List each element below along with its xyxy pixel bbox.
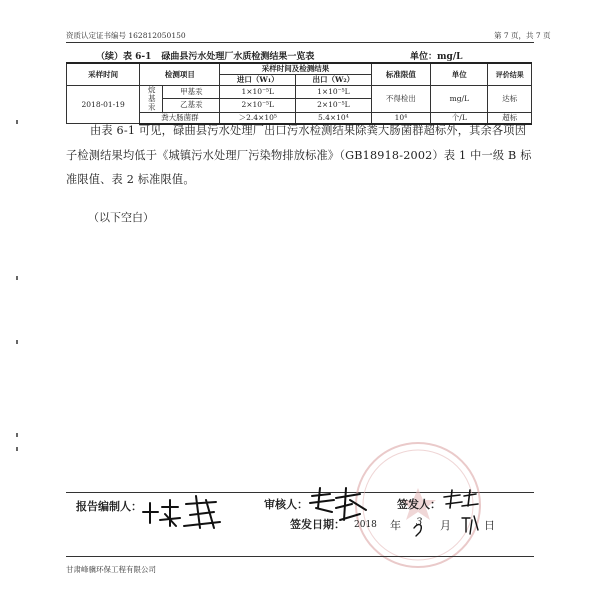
sample-date: 2018-01-19 — [67, 86, 140, 124]
footer-rule — [66, 556, 534, 557]
item-methylmercury: 甲基汞 — [163, 86, 220, 99]
r3-outlet: 5.4×10⁴ — [296, 112, 372, 124]
header-limit: 标准限值 — [371, 63, 431, 86]
r1-limit: 不得检出 — [371, 86, 431, 113]
reviewer-label: 审核人： — [264, 498, 308, 511]
r1-eval: 达标 — [488, 86, 532, 113]
header-eval: 评价结果 — [488, 63, 532, 86]
date-month: 3 — [416, 517, 423, 528]
r1-inlet: 1×10⁻⁵L — [220, 86, 296, 99]
date-year-char: 年 — [390, 519, 401, 532]
issue-date-label: 签发日期： — [290, 518, 345, 531]
r2-inlet: 2×10⁻⁵L — [220, 99, 296, 112]
caption-prefix: （续）表 6-1 — [96, 52, 152, 62]
r3-inlet: ＞2.4×10⁵ — [220, 112, 296, 124]
item-fecal-coliform: 粪大肠菌群 — [140, 112, 220, 124]
r1-unit: mg/L — [431, 86, 488, 113]
header-item: 检测项目 — [140, 63, 220, 86]
blank-below-note: （以下空白） — [88, 211, 154, 224]
header-inlet: 进口（W₁） — [220, 75, 296, 86]
header-sampling: 采样时间及检测结果 — [220, 63, 371, 75]
caption-title: 碌曲县污水处理厂水质检测结果一览表 — [161, 52, 315, 62]
r3-limit: 10⁴ — [371, 112, 431, 124]
date-day-char: 日 — [484, 519, 495, 532]
company-name: 甘肃峰骥环保工程有限公司 — [66, 565, 156, 574]
r1-outlet: 1×10⁻⁵L — [296, 86, 372, 99]
header-unit: 单位 — [431, 63, 488, 86]
issuer-label: 签发人： — [397, 498, 441, 511]
r2-outlet: 2×10⁻⁵L — [296, 99, 372, 112]
page-number: 第 7 页，共 7 页 — [494, 31, 551, 40]
header-outlet: 出口（W₂） — [296, 75, 372, 86]
r3-eval: 超标 — [488, 112, 532, 124]
date-year: 2018 — [354, 520, 377, 530]
conclusion-paragraph: 由表 6-1 可见，碌曲县污水处理厂出口污水检测结果除粪大肠菌群超标外，其余各项因子检测结果均低于《城镇污水处理厂污染物排放标准》（GB18918-2002）表 1 中一级 B 标准限值、表 2 标准限值。 — [66, 124, 532, 186]
r3-unit: 个/L — [431, 112, 488, 124]
caption-unit: 单位：mg/L — [410, 52, 463, 62]
group-alkylmercury: 烷基汞 — [140, 86, 163, 113]
author-label: 报告编制人： — [76, 500, 142, 513]
date-day — [462, 519, 473, 529]
certificate-number: 资质认定证书编号 162812050150 — [66, 31, 186, 40]
author-signature — [143, 496, 220, 528]
header-date: 采样时间 — [67, 63, 140, 86]
date-month-char: 月 — [440, 519, 451, 532]
item-ethylmercury: 乙基汞 — [163, 99, 220, 112]
